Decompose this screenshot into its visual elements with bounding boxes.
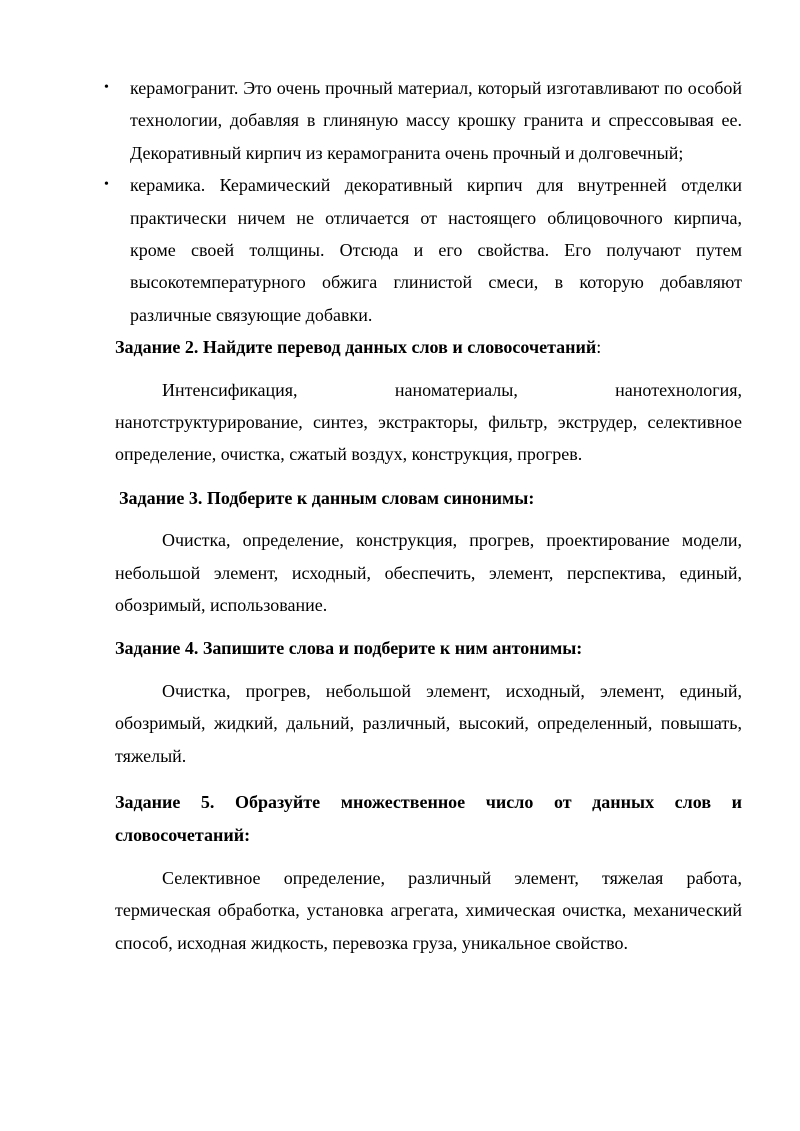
task-2-heading: [115, 331, 742, 363]
task-2-heading-colon: :: [596, 337, 602, 358]
bullet-icon: •: [104, 80, 109, 95]
material-list: [104, 72, 742, 331]
list-item: [104, 169, 742, 331]
task-2-body: Интенсификация, наноматериалы, нанотехнология, нанотструктурирование, синтез, экстракторы, фильтр, экструдер, селективное определение, очистка, сжатый воздух, конструкция, прогрев.: [115, 379, 742, 465]
task-4-body: Очистка, прогрев, небольшой элемент, исходный, элемент, единый, обозримый, жидкий, дальний, различный, высокий, определенный, повышать, тяжелый.: [115, 680, 742, 766]
task-3-body: Очистка, определение, конструкция, прогрев, проектирование модели, небольшой элемент, исходный, обеспечить, элемент, перспектива, единый, обозримый, использование.: [115, 530, 742, 616]
list-item: [104, 72, 742, 169]
task-5-body: Селективное определение, различный элемент, тяжелая работа, термическая обработка, установка агрегата, химическая очистка, механический способ, исходная жидкость, перевозка груза, уникальное свойство.: [115, 867, 742, 953]
list-item-text: керамогранит. Это очень прочный материал, который изготавливают по особой технологии, добавляя в глиняную массу крошку гранита и спрессовывая ее. Декоративный кирпич из керамогранита очень прочный и долговечный;: [130, 78, 742, 163]
task-3-heading: Задание 3. Подберите к данным словам синонимы:: [119, 487, 535, 508]
task-4-heading: Задание 4. Запишите слова и подберите к ним антонимы:: [115, 637, 583, 658]
document-page: [104, 72, 742, 959]
task-2-heading-text: Задание 2. Найдите перевод данных слов и словосочетаний: [115, 337, 597, 358]
task-5-heading: Задание 5. Образуйте множественное число от данных слов и словосочетаний:: [115, 792, 742, 845]
list-item-text: керамика. Керамический декоративный кирпич для внутренней отделки практически ничем не отличается от настоящего облицовочного кирпича, кроме своей толщины. Отсюда и его свойства. Его получают путем высокотемпературного обжига глинистой смеси, в которую добавляют различные связующие добавки.: [130, 175, 742, 325]
bullet-icon: •: [104, 177, 109, 193]
